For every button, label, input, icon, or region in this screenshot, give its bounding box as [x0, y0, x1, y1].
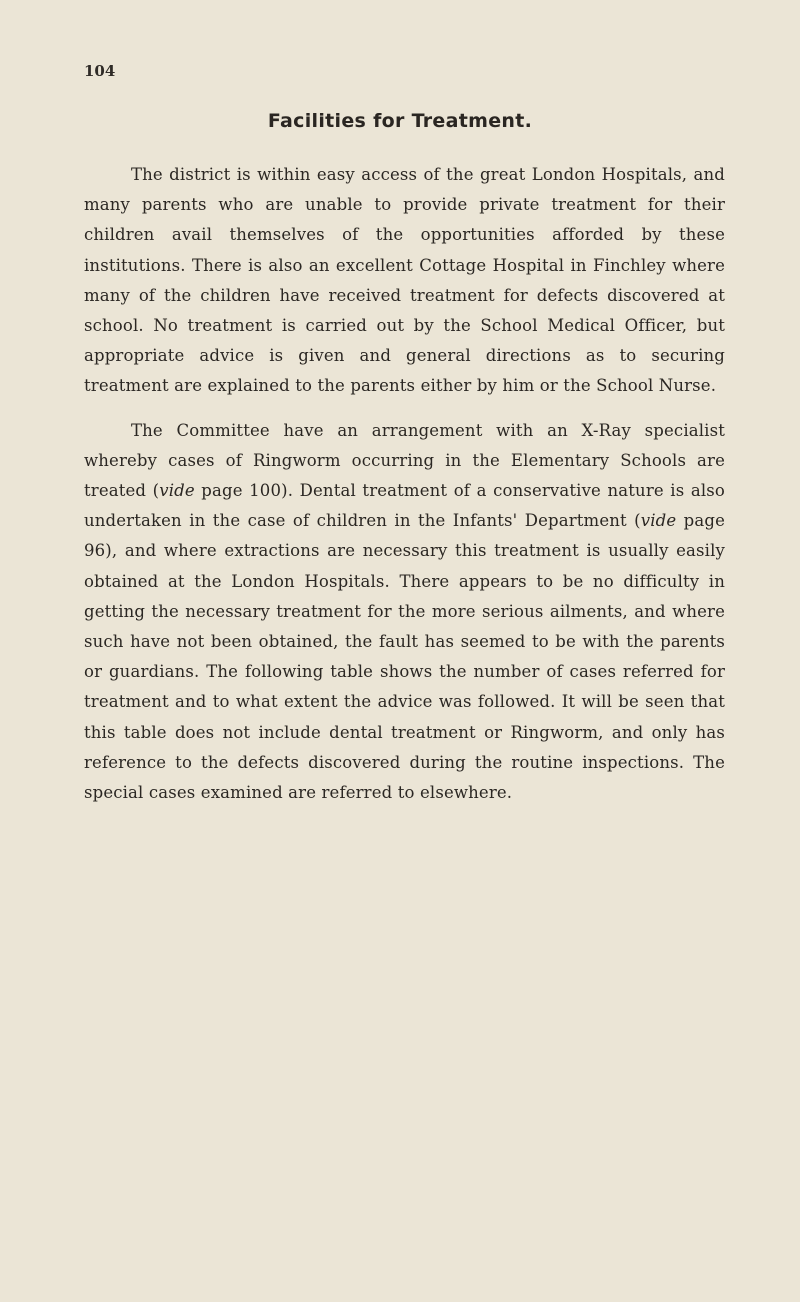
- vide-reference: vide: [159, 481, 195, 501]
- paragraph-facilities: The district is within easy access of the great London Hospitals, and many parents who are unable to provide private treatment for their children avail themselves of the opportunities afforded by these institutions. There is also an excellent Cottage Hospital in Finchley where many of the children have received treatment for defects discovered at school. No treatment is carried out by the School Medical Officer, but appropriate advice is given and general directions as to securing treatment are explained to the parents either by him or the School Nurse.: [84, 165, 725, 396]
- body-text: [84, 160, 725, 822]
- paragraph-segment: page 96), and where extractions are necessary this treatment is usually easily obtained at the London Hospitals. There appears to be no difficulty in getting the necessary treatment for the more serious ailments, and where such have not been obtained, the fault has seemed to be with the parents or guardians. The following table shows the number of cases referred for treatment and to what extent the advice was followed. It will be seen that this table does not include dental treatment or Ringworm, and only has reference to the defects discovered during the routine inspections. The special cases examined are referred to elsewhere.: [84, 511, 725, 803]
- paragraph-committee: [84, 416, 725, 809]
- vide-reference: vide: [640, 511, 677, 531]
- paragraph-segment: The Committee have an arrangement with an X-Ray specialist whereby cases of Ringworm occurring in the Elementary Schools are treated (: [84, 420, 725, 501]
- paragraph-segment: page 100). Dental treatment of a conservative nature is also undertaken in the case of children in the Infants' Department (: [84, 481, 725, 531]
- page-title: Facilities for Treatment.: [267, 110, 533, 132]
- page-number: 104: [84, 62, 116, 80]
